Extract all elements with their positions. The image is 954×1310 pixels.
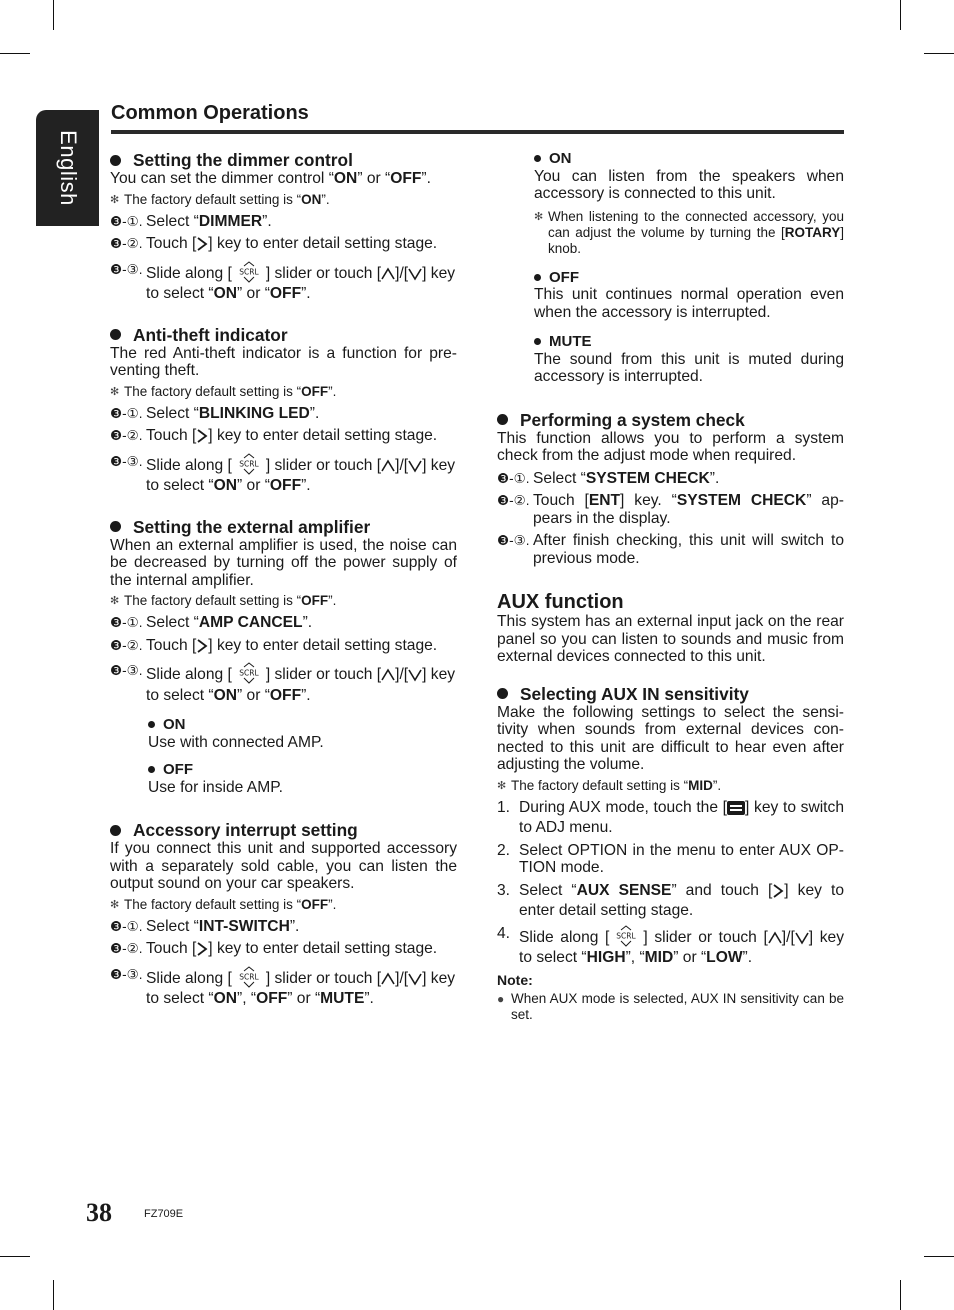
- aux-title: AUX function: [497, 591, 624, 613]
- down-chevron-key-icon: [408, 459, 422, 478]
- scrl-slider-icon: [232, 453, 266, 473]
- up-chevron-key-icon: [768, 931, 782, 950]
- antitheft-step-3: ❸-③. Slide along [ SCRL ] slider or touch [ ]/[ ] key to select “ON” or “OFF”.: [110, 453, 456, 494]
- bullet-icon: [534, 274, 541, 281]
- accessory-option-off-desc: This unit continues normal operation even when the accessory is interrupted.: [534, 286, 844, 321]
- accessory-default-note: ✻ The factory default setting is “OFF”.: [110, 896, 337, 912]
- scrl-slider-icon: [232, 662, 266, 682]
- scrl-slider-icon: [232, 261, 266, 281]
- amp-option-off-desc: Use for inside AMP.: [148, 778, 283, 796]
- accessory-option-on-note: ✻ When listening to the connected accessory, you can adjust the volume by turning the [ROTARY] knob.: [534, 208, 844, 256]
- syscheck-step-3: ❸-③. After finish checking, this unit will switch to previous mode.: [497, 532, 844, 567]
- antitheft-desc: The red Anti-theft indicator is a function for pre-venting theft.: [110, 344, 457, 379]
- accessory-step-2: ❸-②. Touch [ ] key to enter detail setting stage.: [110, 940, 457, 961]
- svg-text:SCRL: SCRL: [239, 972, 259, 981]
- right-chevron-key-icon: [772, 884, 784, 903]
- bullet-icon: [148, 721, 155, 728]
- auxsens-heading: [497, 684, 844, 704]
- page-number: 38: [86, 1198, 112, 1227]
- accessory-section: [110, 820, 457, 1008]
- crop-mark: [53, 1280, 54, 1310]
- auxsens-item-3: 3. Select “AUX SENSE” and touch [ ] key to enter detail setting stage.: [497, 881, 844, 919]
- crop-mark: [900, 0, 901, 30]
- antitheft-heading: [110, 325, 457, 345]
- crop-mark: [0, 1256, 30, 1257]
- antitheft-step-2: ❸-②. Touch [ ] key to enter detail setting stage.: [110, 427, 457, 448]
- dimmer-heading-text: Setting the dimmer control: [133, 150, 353, 170]
- note-text: When AUX mode is selected, AUX IN sensitivity can be set.: [511, 991, 844, 1022]
- amp-options: [110, 716, 457, 796]
- amp-option-off: OFF Use for inside AMP.: [148, 761, 457, 796]
- accessory-option-mute: MUTE The sound from this unit is muted during accessory is interrupted.: [534, 333, 844, 385]
- syscheck-step-1: ❸-①. Select “SYSTEM CHECK”.: [497, 469, 720, 487]
- svg-text:SCRL: SCRL: [239, 459, 259, 468]
- bullet-icon: [110, 329, 121, 340]
- down-chevron-key-icon: [795, 931, 809, 950]
- syscheck-heading: [497, 410, 844, 430]
- up-chevron-key-icon: [381, 267, 395, 286]
- down-chevron-key-icon: [408, 267, 422, 286]
- syscheck-step-2: ❸-②. Touch [ENT] key. “SYSTEM CHECK” ap-pears in the display.: [497, 492, 844, 527]
- crop-mark: [900, 1280, 901, 1310]
- up-chevron-key-icon: [381, 972, 395, 991]
- right-chevron-key-icon: [196, 942, 208, 961]
- amp-desc: When an external amplifier is used, the noise can be decreased by turning off the power supply of the internal amplifier.: [110, 536, 457, 589]
- amp-step-3: ❸-③. Slide along [ SCRL ] slider or touch [ ]/[ ] key to select “ON” or “OFF”.: [110, 663, 456, 704]
- scrl-slider-icon: [609, 925, 643, 945]
- section-title: Common Operations: [111, 102, 309, 124]
- accessory-option-on-desc: You can listen from the speakers when accessory is connected to this unit.: [534, 167, 844, 202]
- language-tab-label: English: [55, 130, 81, 206]
- right-chevron-key-icon: [196, 639, 208, 658]
- accessory-step-3: ❸-③. Slide along [ SCRL ] slider or touch [ ]/[ ] key to select “ON”, “OFF” or “MUTE”.: [110, 966, 456, 1007]
- bullet-icon: [148, 766, 155, 773]
- dimmer-step-3: ❸-③. Slide along [ SCRL ] slider or touch [ ]/[ ] key to select “ON” or “OFF”.: [110, 261, 456, 302]
- auxsens-item-2: 2. Select OPTION in the menu to enter AUX OP-TION mode.: [497, 841, 844, 876]
- svg-text:SCRL: SCRL: [616, 931, 637, 940]
- scrl-slider-icon: [232, 966, 266, 986]
- amp-heading: [110, 517, 457, 537]
- crop-mark: [924, 1256, 954, 1257]
- bullet-icon: [497, 414, 508, 425]
- aux-desc: This system has an external input jack on the rear panel so you can listen to sounds and music from external devices connected to this unit.: [497, 613, 844, 665]
- crop-mark: [0, 53, 30, 54]
- note-label: Note:: [497, 971, 533, 988]
- antitheft-default-note: ✻ The factory default setting is “OFF”.: [110, 383, 337, 399]
- amp-step-1: ❸-①. Select “AMP CANCEL”.: [110, 614, 313, 631]
- accessory-heading: [110, 820, 457, 840]
- accessory-option-off: OFF This unit continues normal operation even when the accessory is interrupted.: [534, 268, 844, 321]
- down-chevron-key-icon: [408, 972, 422, 991]
- crop-mark: [924, 53, 954, 54]
- amp-option-on: ON Use with connected AMP.: [148, 716, 457, 751]
- right-chevron-key-icon: [196, 429, 208, 448]
- antitheft-heading-text: Anti-theft indicator: [133, 324, 288, 345]
- right-column: [497, 150, 844, 1023]
- dimmer-default-note: ✻ The factory default setting is “ON”.: [110, 191, 330, 207]
- auxsens-item-4: 4. Slide along [ SCRL ] slider or touch [ ]/[ ] key to select “HIGH”, “MID” or “LOW”.: [497, 924, 844, 966]
- antitheft-section: [110, 325, 457, 495]
- language-tab: [36, 110, 99, 226]
- amp-step-2: ❸-②. Touch [ ] key to enter detail setting stage.: [110, 637, 457, 658]
- crop-mark: [53, 0, 54, 30]
- dimmer-desc: You can set the dimmer control “ON” or “OFF”.: [110, 170, 431, 187]
- down-chevron-key-icon: [408, 668, 422, 687]
- note-text-row: ● When AUX mode is selected, AUX IN sensitivity can be set.: [497, 991, 844, 1022]
- amp-default-note: ✻ The factory default setting is “OFF”.: [110, 593, 337, 608]
- dimmer-step-1: ❸-①. Select “DIMMER”.: [110, 212, 272, 230]
- bullet-icon: [497, 688, 508, 699]
- model-code: FZ709E: [144, 1208, 184, 1220]
- accessory-desc: If you connect this unit and supported accessory with a separately sold cable, you can listen the output sound on your car speakers.: [110, 840, 457, 892]
- title-rule: [111, 130, 844, 134]
- accessory-step-1: ❸-①. Select “INT-SWITCH”.: [110, 917, 300, 935]
- svg-text:SCRL: SCRL: [239, 668, 259, 678]
- auxsens-section: [497, 684, 844, 1024]
- up-chevron-key-icon: [381, 668, 395, 687]
- auxsens-item-1: 1. During AUX mode, touch the [ ] key to switch to ADJ menu.: [497, 798, 844, 836]
- up-chevron-key-icon: [381, 459, 395, 478]
- bullet-icon: [110, 825, 121, 836]
- dimmer-step-2: ❸-②. Touch [ ] key to enter detail setting stage.: [110, 235, 457, 256]
- bullet-icon: [534, 155, 541, 162]
- right-chevron-key-icon: [196, 237, 208, 256]
- accessory-options: [497, 150, 844, 386]
- adj-menu-key-icon: [727, 801, 745, 820]
- bullet-icon: [534, 338, 541, 345]
- dimmer-heading: [110, 150, 457, 170]
- syscheck-desc: This function allows you to perform a system check from the adjust mode when required.: [497, 429, 844, 464]
- bullet-icon: [110, 521, 121, 532]
- dimmer-section: [110, 150, 457, 303]
- amp-option-on-desc: Use with connected AMP.: [148, 733, 324, 751]
- auxsens-default-note: ✻ The factory default setting is “MID”.: [497, 777, 722, 793]
- accessory-option-on: ON You can listen from the speakers when accessory is connected to this unit. ✻ When listening to the connected accessory, you can adjust the volume by turning the [ROTARY] knob.: [534, 150, 844, 256]
- amp-section: [110, 517, 457, 797]
- left-column: [110, 150, 457, 1008]
- auxsens-desc: Make the following settings to select the sensi-tivity when sounds from external devices con-nected to this unit are difficult to hear even after adjusting the volume.: [497, 703, 844, 773]
- antitheft-step-1: ❸-①. Select “BLINKING LED”.: [110, 404, 320, 422]
- syscheck-heading-text: Performing a system check: [520, 409, 745, 430]
- amp-heading-text: Setting the external amplifier: [133, 516, 371, 537]
- bullet-icon: [110, 155, 121, 166]
- accessory-heading-text: Accessory interrupt setting: [133, 820, 358, 840]
- auxsens-heading-text: Selecting AUX IN sensitivity: [520, 683, 749, 704]
- syscheck-section: [497, 410, 844, 568]
- accessory-option-mute-desc: The sound from this unit is muted during accessory is interrupted.: [534, 350, 844, 385]
- svg-text:SCRL: SCRL: [239, 267, 259, 276]
